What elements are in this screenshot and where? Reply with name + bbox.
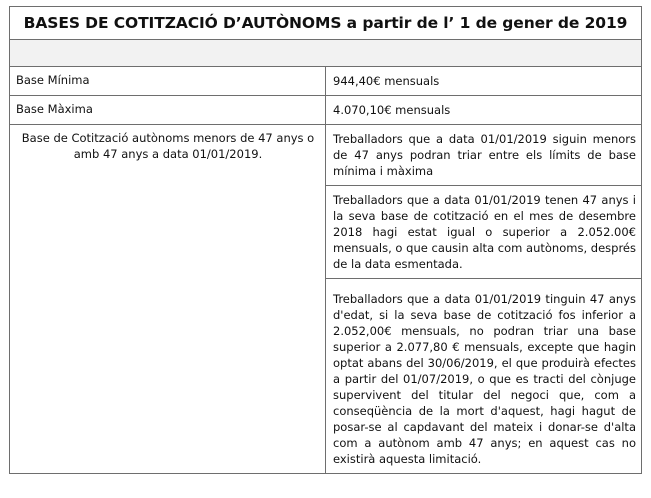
table-row-base-maxima bbox=[10, 96, 642, 125]
table-title: BASES DE COTITZACIÓ D’AUTÒNOMS a partir de l’ 1 de gener de 2019 bbox=[10, 7, 642, 40]
row-label-cotitzacio-47: Base de Cotització autònoms menors de 47 anys o amb 47 anys a data 01/01/2019. bbox=[10, 125, 326, 474]
row-value-base-minima: 944,40€ mensuals bbox=[326, 67, 642, 96]
contribution-bases-table bbox=[9, 6, 642, 474]
blank-spacer-cell bbox=[10, 40, 642, 67]
row-paragraph-age-47-low-base: Treballadors que a data 01/01/2019 tinguin 47 anys d'edat, si la seva base de cotització fos inferior a 2.052,00€ mensuals, no podran triar una base superior a 2.077,80 € mensuals, excepte que hagin optat abans del 30/06/2019, el que produirà efectes a partir del 01/07/2019, o que es tracti del cònjuge supervivent del titular del negoci que, com a conseqüència de la mort d'aquest, hagi hagut de posar-se al capdavant del mateix i donar-se d'alta com a autònom amb 47 anys; en aquest cas no existirà aquesta limitació. bbox=[326, 279, 642, 474]
table-row-cotitzacio-47 bbox=[10, 125, 642, 186]
title-row bbox=[10, 7, 642, 40]
row-paragraph-age-47-high-base: Treballadors que a data 01/01/2019 tenen 47 anys i la seva base de cotització en el mes de desembre 2018 hagi estat igual o superior a 2.052.00€ mensuals, o que causin alta com autònoms, després de la data esmentada. bbox=[326, 186, 642, 279]
row-paragraph-under-47: Treballadors que a data 01/01/2019 siguin menors de 47 anys podran triar entre els límits de base mínima i màxima bbox=[326, 125, 642, 186]
row-label-base-minima: Base Mínima bbox=[10, 67, 326, 96]
row-label-base-maxima: Base Màxima bbox=[10, 96, 326, 125]
table-row-base-minima bbox=[10, 67, 642, 96]
row-value-base-maxima: 4.070,10€ mensuals bbox=[326, 96, 642, 125]
blank-row bbox=[10, 40, 642, 67]
